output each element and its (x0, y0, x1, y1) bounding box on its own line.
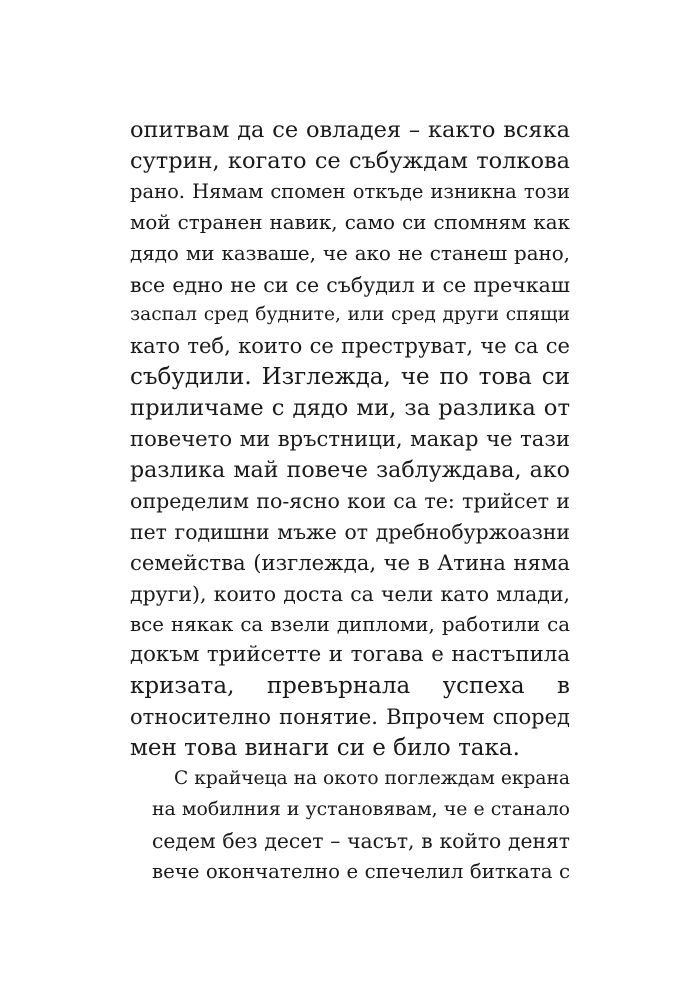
text-line: рано. Нямам спомен откъде изникна този (130, 179, 570, 203)
text-line: С крайчеца на окото поглеждам екрана (174, 768, 570, 790)
text-line: сутрин, когато се събуждам толкова (130, 147, 570, 174)
text-line: разлика май повече заблуждава, ако (130, 456, 570, 483)
text-line: кризата, превърнала успеха в (130, 673, 570, 700)
text-line: като теб, които се преструват, че са се (130, 333, 570, 359)
text-line: мен това винаги си е било така. (130, 735, 520, 762)
text-line: заспал сред будните, или сред други спящи (130, 304, 570, 326)
text-line: на мобилния и установявам, че е станало (152, 798, 570, 820)
text-line: приличаме с дядо ми, за разлика от (130, 395, 570, 422)
text-line: все някак са взели дипломи, работили са (130, 612, 570, 636)
text-line: седем без десет – часът, в който денят (152, 828, 570, 853)
text-line: определим по-ясно кои са те: трийсет и (130, 488, 570, 513)
text-line: пет годишни мъже от дребнобуржоазни (130, 519, 570, 544)
text-line: вече окончателно е спечелил битката с (152, 859, 570, 883)
text-line: събудили. Изглежда, че по това си (130, 364, 570, 391)
paragraph-1 (130, 115, 570, 764)
paragraph-2 (130, 764, 570, 888)
text-line: дядо ми казваше, че ако не станеш рано, (130, 241, 570, 265)
text-line: все едно не си се събудил и се пречкаш (130, 272, 570, 297)
text-line: мой странен навик, само си спомням как (130, 210, 570, 234)
text-line: относително понятие. Впрочем според (130, 704, 570, 730)
text-line: повечето ми връстници, макар че тази (130, 426, 570, 452)
body-text (130, 115, 570, 888)
text-line: опитвам да се овладея – както всяка (130, 117, 570, 143)
text-line: семейства (изглежда, че в Атина няма (130, 549, 570, 575)
text-line: други), които доста са чели като млади, (130, 581, 570, 606)
text-line: докъм трийсетте и тогава е настъпила (130, 642, 570, 668)
